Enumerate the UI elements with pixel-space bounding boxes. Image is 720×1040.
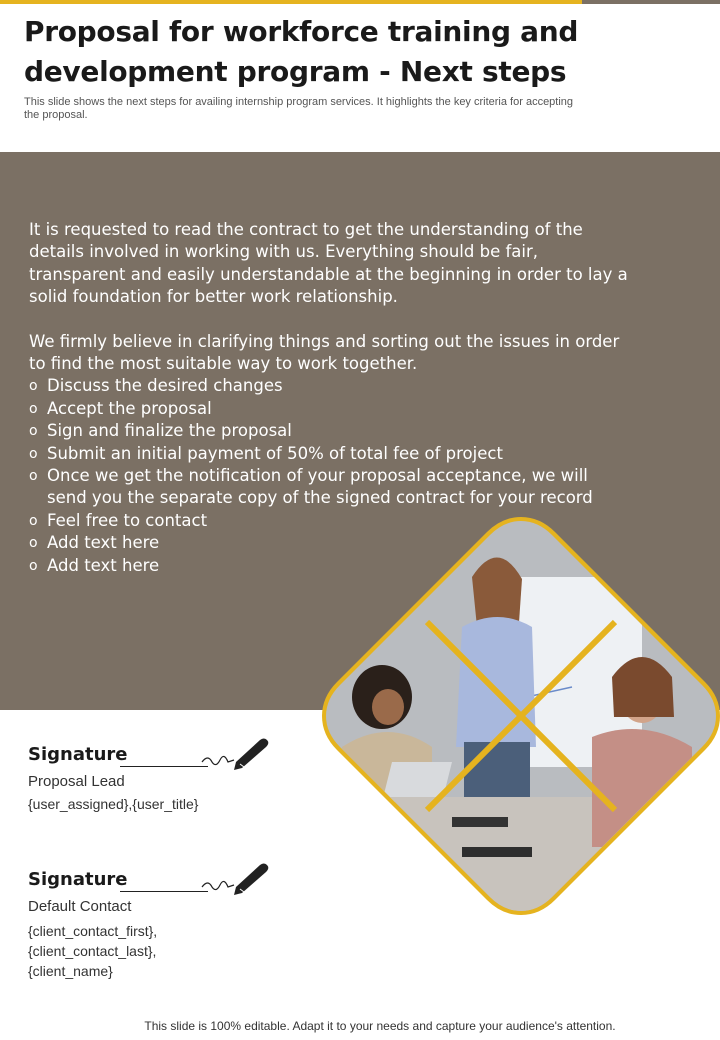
signature-role: Default Contact [28, 898, 132, 915]
belief-paragraph: We firmly believe in clarifying things and sorting out the issues in order to find the most suitable way to work together. [29, 331, 620, 374]
bullet-icon: o [29, 445, 38, 462]
signature-label: Signature [28, 744, 128, 765]
signature-block-proposal-lead [28, 744, 268, 814]
signature-line [120, 891, 208, 892]
bullet-icon: o [29, 468, 38, 485]
photo-collage-icon [322, 517, 720, 915]
bullet-icon: o [29, 378, 38, 395]
signature-field: {user_assigned},{user_title} [28, 796, 199, 812]
bullet-icon: o [29, 423, 38, 440]
signature-field: {client_contact_first}, [28, 923, 158, 939]
list-item: o Add text here [29, 555, 629, 577]
bullet-icon: o [29, 400, 38, 417]
list-item: o Accept the proposal [29, 398, 629, 420]
signature-label: Signature [28, 869, 128, 890]
list-item: o Sign and finalize the proposal [29, 420, 629, 442]
intro-paragraph: It is requested to read the contract to get the understanding of the details involved in working with us. Everything should be fair, transparent and easily understandable at the beginning in order to lay a solid foundation for better work relationship. [29, 220, 628, 307]
list-item: o Add text here [29, 532, 629, 554]
page-title [24, 12, 664, 92]
list-item: o Submit an initial payment of 50% of total fee of project [29, 443, 629, 465]
signature-role: Proposal Lead [28, 773, 125, 790]
list-item: o Once we get the notification of your proposal acceptance, we will send you the separate copy of the signed contract for your record [29, 466, 593, 508]
pen-signature-icon [200, 861, 270, 895]
list-item: o Feel free to contact [29, 510, 629, 532]
bullet-icon: o [29, 557, 38, 574]
bullet-icon: o [29, 512, 38, 529]
signature-line [120, 766, 208, 767]
team-meeting-photo [322, 517, 720, 915]
page-subtitle: This slide shows the next steps for availing internship program services. It highlights the key criteria for accepting the proposal. [24, 96, 574, 121]
footer-note: This slide is 100% editable. Adapt it to your needs and capture your audience's attention. [144, 1019, 616, 1033]
bullet-icon: o [29, 535, 38, 552]
top-accent-bar-gray [582, 0, 720, 4]
title-line-1: Proposal for workforce training and [24, 15, 579, 48]
signature-field: {client_contact_last}, [28, 943, 157, 959]
top-accent-bar [0, 0, 582, 4]
title-line-2: development program - Next steps [24, 55, 567, 88]
list-item: o Discuss the desired changes [29, 375, 629, 397]
signature-field: {client_name} [28, 963, 113, 979]
pen-signature-icon [200, 736, 270, 770]
signature-block-default-contact [28, 869, 268, 981]
